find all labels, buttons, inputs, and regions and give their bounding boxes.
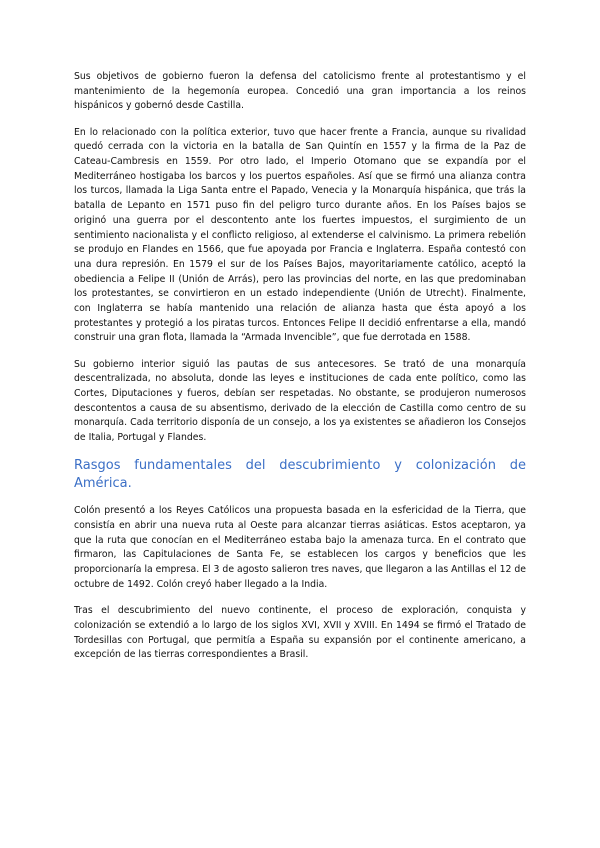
document-page bbox=[74, 70, 526, 674]
paragraph-gobierno-interior: Su gobierno interior siguió las pautas de sus antecesores. Se trató de una monarquía descentralizada, no absoluta, donde las leyes e instituciones de cada ente político, como las Cortes, Diputaciones y fueros, debían ser respetadas. No obstante, se produjeron numerosos descontentos a causa de su absentismo, derivado de la elección de Castilla como centro de su monarquía. Cada territorio disponía de un consejo, a los ya existentes se añadieron los Consejos de Italia, Portugal y Flandes. bbox=[74, 358, 526, 444]
paragraph-tordesillas: Tras el descubrimiento del nuevo continente, el proceso de exploración, conquista y colonización se extendió a lo largo de los siglos XVI, XVII y XVIII. En 1494 se firmó el Tratado de Tordesillas con Portugal, que permitía a España su expansión por el continente americano, a excepción de las tierras correspondientes a Brasil. bbox=[74, 605, 526, 661]
paragraph-colon: Colón presentó a los Reyes Católicos una propuesta basada en la esfericidad de la Tierra, que consistía en abrir una nueva ruta al Oeste para alcanzar tierras asiáticas. Estos aceptaron, ya que la ruta que conocían en el Mediterráneo estaba bajo la amenaza turca. En el contrato que firmaron, las Capitulaciones de Santa Fe, se establecen los cargos y beneficios que les proporcionaría la empresa. El 3 de agosto salieron tres naves, que llegaron a las Antillas el 12 de octubre de 1492. Colón creyó haber llegado a la India. bbox=[74, 505, 526, 590]
paragraph-objetivos: Sus objetivos de gobierno fueron la defensa del catolicismo frente al protestantismo y el mantenimiento de la hegemonía europea. Concedió una gran importancia a los reinos hispánicos y gobernó desde Castilla. bbox=[74, 71, 526, 112]
section-heading: Rasgos fundamentales del descubrimiento y colonización de América. bbox=[74, 458, 526, 491]
paragraph-politica-exterior: En lo relacionado con la política exterior, tuvo que hacer frente a Francia, aunque su rivalidad quedó cerrada con la victoria en la batalla de San Quintín en 1557 y la firma de la Paz de Cateau-Cambresis en 1559. Por otro lado, el Imperio Otomano que se expandía por el Mediterráneo hostigaba los barcos y los puertos españoles. Así que se firmó una alianza contra los turcos, llamada la Liga Santa entre el Papado, Venecia y la Monarquía hispánica, que trás la batalla de Lepanto en 1571 puso fin del peligro turco durante años. En los Países bajos se originó una guerra por el descontento ante los fuertes impuestos, el surgimiento de un sentimiento nacionalista y el conflicto religioso, al extenderse el calvinismo. La primera rebelión se produjo en Flandes en 1566, que fue apoyada por Francia e Inglaterra. España contestó con una dura represión. En 1579 el sur de los Países Bajos, mayoritariamente católico, aceptó la obediencia a Felipe II (Unión de Arrás), pero las provincias del norte, en las que predominaban los protestantes, se convirtieron en un estado independiente (Unión de Utrecht). Finalmente, con Inglaterra se había mantenido una relación de alianza hasta que ésta apoyó a los protestantes y protegió a los piratas turcos. Entonces Felipe II decidió enfrentarse a ella, mandó construir una gran flota, llamada la “Armada Invencible”, que fue derrotada en 1588. bbox=[74, 126, 526, 344]
